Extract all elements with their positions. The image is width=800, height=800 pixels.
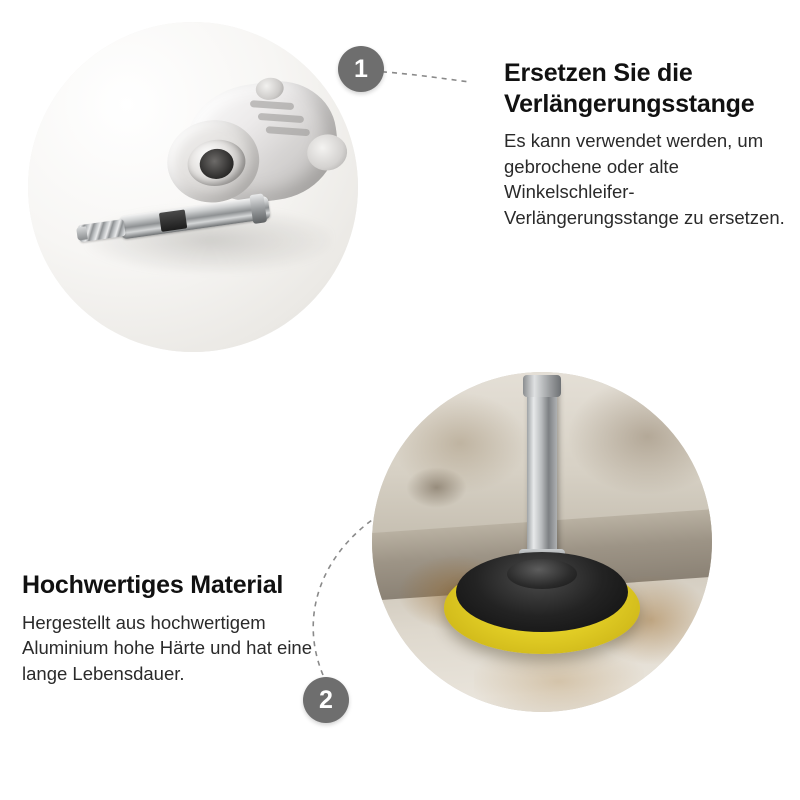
feature-photo-1-content: [28, 22, 358, 352]
feature-badge-1-number: 1: [354, 54, 368, 83]
feature-badge-2-number: 2: [319, 685, 333, 714]
feature-heading-2: Hochwertiges Material: [22, 571, 284, 599]
polishing-pad-center: [507, 559, 577, 589]
extension-rod-shaft: [527, 379, 557, 569]
connector-line-bottom: [313, 520, 372, 675]
wall-dark-spot: [406, 467, 467, 508]
feature-photo-2-content: [372, 372, 712, 712]
extension-rod-coupler: [523, 375, 561, 397]
feature-badge-1: [338, 46, 384, 92]
feature-body-2: Hergestellt aus hochwertigem Aluminium hohe Härte und hat eine lange Lebensdauer.: [22, 611, 313, 684]
feature-text-2: [22, 570, 322, 686]
feature-heading-1: Ersetzen Sie die Verlängerungsstange: [504, 59, 755, 118]
feature-photo-2: [372, 372, 712, 712]
feature-text-1: [504, 58, 790, 230]
feature-photo-1: [28, 22, 358, 352]
rust-stain: [474, 644, 644, 712]
rod-band: [159, 209, 187, 231]
rod-tip: [76, 226, 88, 240]
feature-body-1: Es kann verwendet werden, um gebrochene oder alte Winkelschleifer-Verlängerungsstange zu ersetzen.: [504, 130, 785, 228]
wall-stain: [569, 379, 712, 495]
